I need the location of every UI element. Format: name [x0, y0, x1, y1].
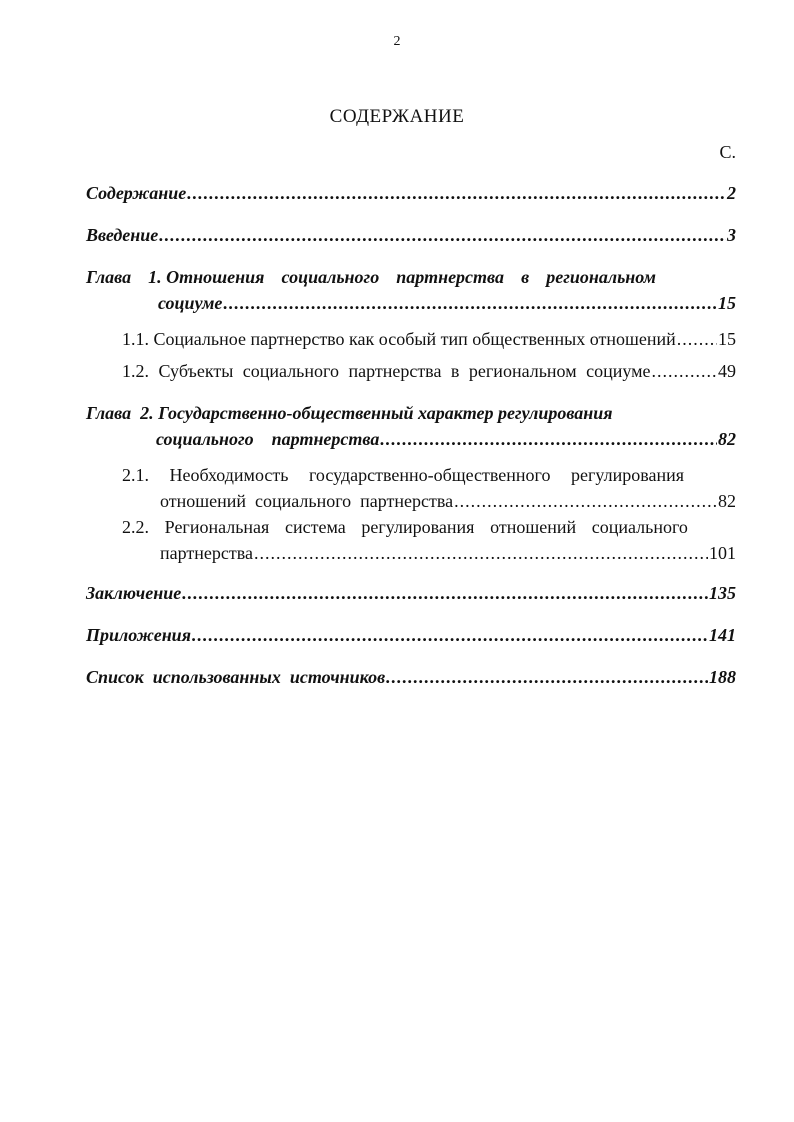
toc-entry-label: социального партнерства [156, 429, 380, 449]
toc-entry-sources[interactable] [86, 664, 736, 690]
toc-entry-label: Введение [86, 225, 159, 245]
toc-entry-label: партнерства [160, 543, 253, 563]
toc-entry-section-2-2[interactable] [122, 514, 736, 566]
dot-leader [454, 488, 717, 514]
toc-entry-label: Заключение [86, 583, 182, 603]
toc-entry-page: 15 [718, 329, 736, 349]
toc-entry-section-1-1[interactable] [122, 326, 736, 352]
toc-entry-label: Список использованных источников [86, 667, 386, 687]
dot-leader [652, 358, 718, 384]
dot-leader [380, 426, 717, 452]
dot-leader [223, 290, 717, 316]
dot-leader [192, 622, 708, 648]
toc-entry-page: 82 [718, 429, 736, 449]
toc-entry-label: отношений социального партнерства [160, 491, 454, 511]
toc-entry-page: 101 [709, 543, 736, 563]
toc-entry-page: 15 [718, 293, 736, 313]
toc-entry-contents[interactable] [86, 180, 736, 206]
page-title: СОДЕРЖАНИЕ [329, 106, 465, 127]
toc-entry-section-2-1[interactable] [122, 462, 736, 514]
section-title-line-1: 2.1. Необходимость государственно-общественного регулирования [122, 465, 684, 485]
toc-entry-intro[interactable] [86, 222, 736, 248]
toc-entry-page: 2 [727, 183, 736, 203]
toc-entry-page: 82 [718, 491, 736, 511]
toc-entry-label: Содержание [86, 183, 187, 203]
dot-leader [159, 222, 726, 248]
dot-leader [254, 540, 708, 566]
dot-leader [386, 664, 708, 690]
toc-entry-label: социуме [158, 293, 223, 313]
toc-entry-label: 1.1. Социальное партнерство как особый тип общественных отношений [122, 329, 676, 349]
dot-leader [677, 326, 717, 352]
toc-entry-page: 135 [709, 583, 736, 603]
dot-leader [187, 180, 726, 206]
dot-leader [182, 580, 708, 606]
toc-entry-section-1-2[interactable] [122, 358, 736, 384]
toc-entry-page: 141 [709, 625, 736, 645]
toc-entry-label: Приложения [86, 625, 191, 645]
toc-entry-page: 3 [727, 225, 736, 245]
section-title-line-1: 2.2. Региональная система регулирования отношений социального [122, 517, 688, 537]
page-number: 2 [393, 34, 401, 49]
toc-entry-chapter-2[interactable] [86, 400, 736, 452]
page-column-label: С. [719, 142, 736, 162]
toc-entry-chapter-1[interactable] [86, 264, 736, 316]
toc-entry-conclusion[interactable] [86, 580, 736, 606]
toc-entry-label: 1.2. Субъекты социального партнерства в региональном социуме [122, 361, 651, 381]
toc-entry-appendices[interactable] [86, 622, 736, 648]
chapter-title-line-1: Глава 2. Государственно-общественный характер регулирования [86, 403, 613, 423]
toc-entry-page: 188 [709, 667, 736, 687]
toc-entry-page: 49 [718, 361, 736, 381]
chapter-title-line-1: Глава 1. Отношения социального партнерства в региональном [86, 267, 656, 287]
